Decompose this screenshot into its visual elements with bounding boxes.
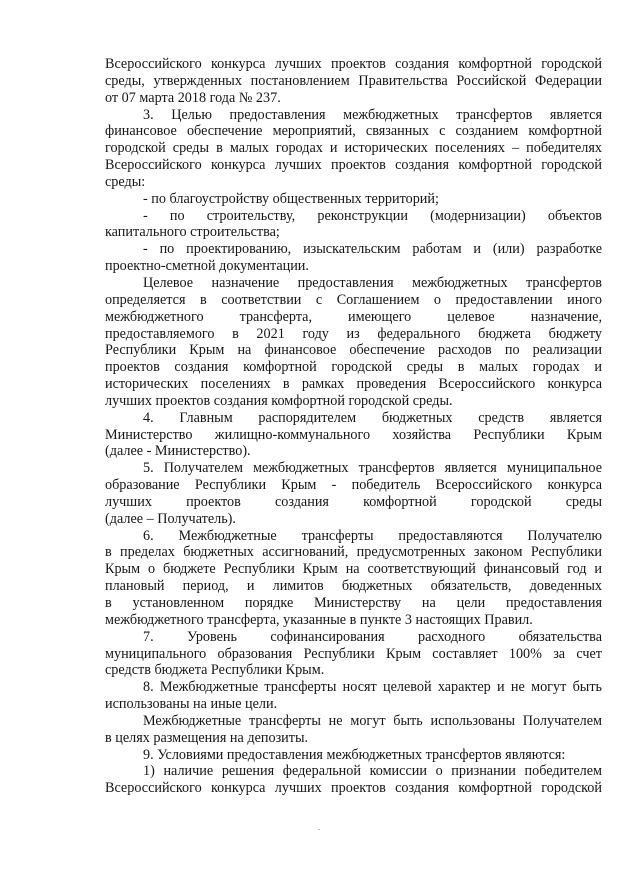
text-line: лучших проектов создания комфортной городской среды bbox=[105, 493, 602, 510]
text-line: Всероссийского конкурса лучших проектов создания комфортной городской bbox=[105, 780, 602, 797]
text-line: проектно-сметной документации. bbox=[105, 258, 309, 275]
text-line: 6. Межбюджетные трансферты предоставляются Получателю bbox=[143, 527, 602, 544]
paragraph-p3-list-3 bbox=[105, 241, 602, 275]
text-line: образование Республики Крым - победитель Всероссийского конкурса bbox=[105, 477, 602, 494]
paragraph-p9-1 bbox=[105, 763, 602, 797]
paragraph-p4 bbox=[105, 410, 602, 461]
text-line: городской среды в малых городах и исторических поселениях – победителях bbox=[105, 140, 602, 157]
text-line: муниципального образования Республики Крым составляет 100% за счет bbox=[105, 645, 602, 662]
text-line: 3. Целью предоставления межбюджетных трансфертов является bbox=[143, 106, 602, 123]
paragraph-p3-list-1 bbox=[105, 191, 602, 208]
text-line: Всероссийского конкурса лучших проектов создания комфортной городской bbox=[105, 157, 602, 174]
text-line: Целевое назначение предоставления межбюджетных трансфертов bbox=[143, 274, 602, 291]
paragraph-p8-2 bbox=[105, 713, 602, 747]
text-line: Крым о бюджете Республики Крым на соответствующий финансовый год и bbox=[105, 561, 602, 578]
text-line: плановый период, и лимитов бюджетных обязательств, доведенных bbox=[105, 578, 602, 595]
text-line: определяется в соответствии с Соглашением о предоставлении иного bbox=[105, 291, 602, 308]
text-line: среды: bbox=[105, 173, 146, 190]
text-line: 1) наличие решения федеральной комиссии о признании победителем bbox=[143, 763, 602, 780]
text-line: Всероссийского конкурса лучших проектов создания комфортной городской bbox=[105, 56, 602, 72]
text-line: Министерство жилищно-коммунального хозяйства Республики Крым bbox=[105, 426, 602, 443]
text-line: - по проектированию, изыскательским работам и (или) разработке bbox=[143, 241, 602, 258]
paragraph-p5 bbox=[105, 460, 602, 527]
paragraph-p9 bbox=[105, 747, 602, 764]
paragraph-intro bbox=[105, 56, 602, 107]
text-line: от 07 марта 2018 года № 237. bbox=[105, 89, 281, 106]
paragraph-p6 bbox=[105, 528, 602, 629]
text-line: предоставляемого в 2021 году из федерального бюджета бюджету bbox=[105, 325, 602, 342]
text-line: в установленном порядке Министерству на цели предоставления bbox=[105, 595, 602, 611]
text-line: - по строительству, реконструкции (модернизации) объектов bbox=[143, 207, 602, 224]
text-line: - по благоустройству общественных территорий; bbox=[143, 190, 439, 207]
text-line: финансовое обеспечение мероприятий, связанных с созданием комфортной bbox=[105, 123, 602, 140]
text-line: в целях размещения на депозиты. bbox=[105, 729, 309, 746]
text-line: (далее - Министерство). bbox=[105, 443, 251, 460]
scan-mark bbox=[318, 829, 320, 830]
text-line: капитального строительства; bbox=[105, 224, 280, 241]
text-line: 4. Главным распорядителем бюджетных средств является bbox=[143, 409, 602, 426]
text-line: в пределах бюджетных ассигнований, предусмотренных законом Республики bbox=[105, 544, 602, 561]
document-page bbox=[105, 56, 602, 797]
paragraph-p7 bbox=[105, 629, 602, 680]
paragraph-p3 bbox=[105, 107, 602, 191]
text-line: Республики Крым на финансовое обеспечение расходов по реализации bbox=[105, 342, 602, 359]
text-line: межбюджетного трансферта, имеющего целевое назначение, bbox=[105, 308, 602, 325]
text-line: средств бюджета Республики Крым. bbox=[105, 662, 325, 679]
paragraph-p8 bbox=[105, 679, 602, 713]
text-line: 5. Получателем межбюджетных трансфертов является муниципальное bbox=[143, 460, 602, 477]
paragraph-p3-list-2 bbox=[105, 208, 602, 242]
text-line: среды, утвержденных постановлением Правительства Российской Федерации bbox=[105, 72, 602, 89]
text-line: использованы на иные цели. bbox=[105, 696, 278, 713]
text-line: 8. Межбюджетные трансферты носят целевой характер и не могут быть bbox=[143, 679, 602, 696]
text-line: 9. Условиями предоставления межбюджетных трансфертов являются: bbox=[143, 746, 566, 763]
text-line: Межбюджетные трансферты не могут быть использованы Получателем bbox=[143, 712, 602, 729]
text-line: 7. Уровень софинансирования расходного обязательства bbox=[143, 628, 602, 645]
text-line: лучших проектов создания комфортной городской среды. bbox=[105, 392, 453, 409]
text-line: проектов создания комфортной городской среды в малых городах и bbox=[105, 359, 602, 376]
text-line: исторических поселениях в рамках проведения Всероссийского конкурса bbox=[105, 376, 602, 393]
paragraph-purpose bbox=[105, 275, 602, 410]
text-line: межбюджетного трансферта, указанные в пункте 3 настоящих Правил. bbox=[105, 611, 533, 628]
text-line: (далее – Получатель). bbox=[105, 510, 236, 527]
